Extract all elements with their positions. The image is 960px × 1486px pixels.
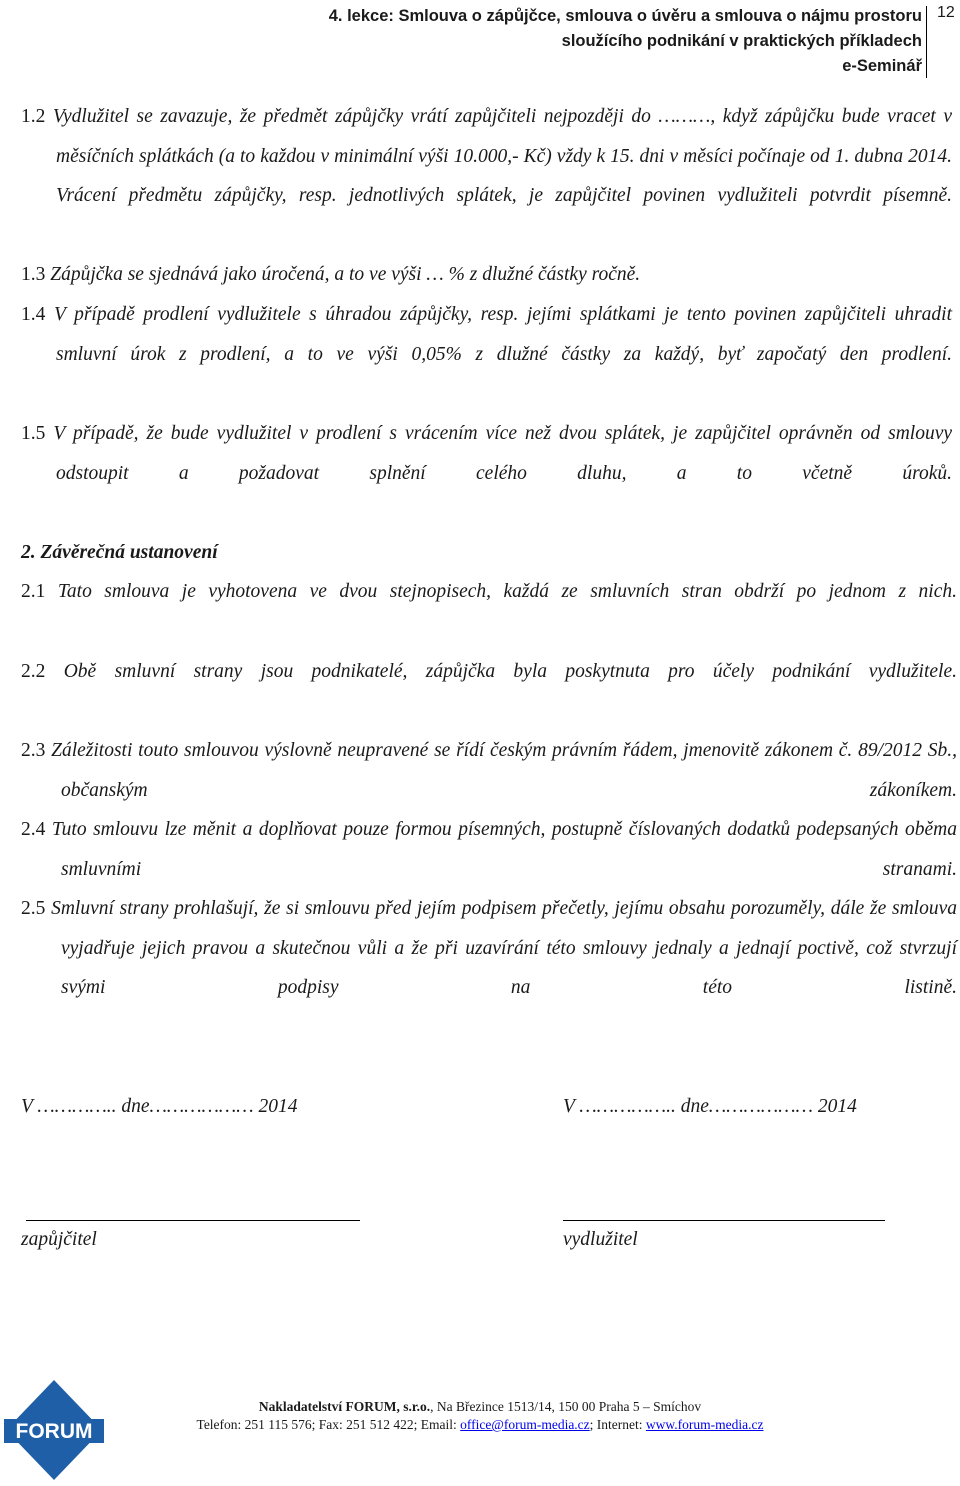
right-signature-line xyxy=(563,1220,885,1221)
clause-number: 2.2 xyxy=(21,661,46,682)
clause-2-5 xyxy=(21,889,957,1047)
left-signer-role: zapůjčitel xyxy=(21,1229,97,1250)
clause-1-5 xyxy=(21,414,952,533)
header-line-2: sloužícího podnikání v praktických příkladech xyxy=(561,32,922,50)
website-link[interactable]: www.forum-media.cz xyxy=(645,1417,764,1432)
svg-text:FORUM: FORUM xyxy=(15,1420,93,1443)
right-place-date: V …………….. dne……………… 2014 xyxy=(563,1096,857,1117)
clause-number: 1.3 xyxy=(21,264,46,285)
clause-text: Tuto smlouvu lze měnit a doplňovat pouze formou písemných, postupně číslovaných dodatků podepsaných oběma smluvními stranami. xyxy=(45,819,957,880)
footer-contact xyxy=(140,1416,820,1434)
left-place-date: V ………….. dne……………… 2014 xyxy=(21,1096,298,1117)
right-signer-role: vydlužitel xyxy=(563,1229,638,1250)
clause-1-4 xyxy=(21,295,952,414)
contact-phones: Telefon: 251 115 576; Fax: 251 512 422; Email: xyxy=(196,1417,461,1432)
header-line-3: e-Seminář xyxy=(842,57,922,75)
left-signature-line xyxy=(26,1220,360,1221)
clause-text: Tato smlouva je vyhotovena ve dvou stejnopisech, každá ze smluvních stran obdrží po jednom z nich. xyxy=(45,581,957,602)
clause-text: Zápůjčka se sjednává jako úročená, a to ve výši … % z dlužné částky ročně. xyxy=(45,264,641,285)
clause-text: Záležitosti touto smlouvou výslovně neupravené se řídí českým právním řádem, jmenovitě zákonem č. 89/2012 Sb., občanským zákoníkem. xyxy=(45,740,957,801)
clause-number: 1.2 xyxy=(21,106,46,127)
clause-number: 2.4 xyxy=(21,819,46,840)
clause-number: 2.5 xyxy=(21,898,46,919)
clause-2-1 xyxy=(21,572,957,651)
publisher-address: , Na Březince 1513/14, 150 00 Praha 5 – Smíchov xyxy=(430,1399,702,1414)
clause-1-3 xyxy=(21,255,952,295)
header-line-1: 4. lekce: Smlouva o zápůjčce, smlouva o úvěru a smlouva o nájmu prostoru xyxy=(328,7,922,25)
section-title: 2. Závěrečná ustanovení xyxy=(21,542,218,563)
clause-number: 2.1 xyxy=(21,581,46,602)
clause-2-2 xyxy=(21,652,957,731)
clause-text: Obě smluvní strany jsou podnikatelé, zápůjčka byla poskytnuta pro účely podnikání vydlužitele. xyxy=(45,661,957,682)
clause-text: Vydlužitel se zavazuje, že předmět zápůjčky vrátí zapůjčiteli nejpozději do ………, když zápůjčku bude vracet v měsíčních splátkách (a to každou v minimální výši 10.000,- Kč) vždy k 15. dni v měsíci počínaje od 1. dubna 2014. Vrácení předmětu zápůjčky, resp. jednotlivých splátek, je zapůjčitel povinen vydlužiteli potvrdit písemně. xyxy=(45,106,952,206)
clause-1-2 xyxy=(21,97,952,255)
header-divider xyxy=(926,6,927,78)
page-header xyxy=(180,4,922,79)
contact-separator: ; Internet: xyxy=(589,1417,646,1432)
page-number: 12 xyxy=(937,4,955,21)
clause-text: V případě, že bude vydlužitel v prodlení s vrácením více než dvou splátek, je zapůjčitel oprávněn od smlouvy odstoupit a požadovat splnění celého dluhu, a to včetně úroků. xyxy=(45,423,952,484)
clause-number: 1.4 xyxy=(21,304,46,325)
clause-text: Smluvní strany prohlašují, že si smlouvu před jejím podpisem přečetly, jejímu obsahu porozuměly, dále že smlouva vyjadřuje jejich pravou a skutečnou vůli a že při uzavírání této smlouvy jednaly a jednají poctivě, což stvrzují svými podpisy na této listině. xyxy=(45,898,957,998)
clause-text: V případě prodlení vydlužitele s úhradou zápůjčky, resp. jejími splátkami je tento povinen zapůjčiteli uhradit smluvní úrok z prodlení, a to ve výši 0,05% z dlužné částky za každý, byť započatý den prodlení. xyxy=(45,304,952,365)
forum-logo xyxy=(4,1378,104,1482)
clause-number: 2.3 xyxy=(21,740,46,761)
publisher-name: Nakladatelství FORUM, s.r.o. xyxy=(258,1399,431,1414)
clause-number: 1.5 xyxy=(21,423,46,444)
email-link[interactable]: office@forum-media.cz xyxy=(460,1417,590,1432)
footer-address xyxy=(140,1398,820,1416)
